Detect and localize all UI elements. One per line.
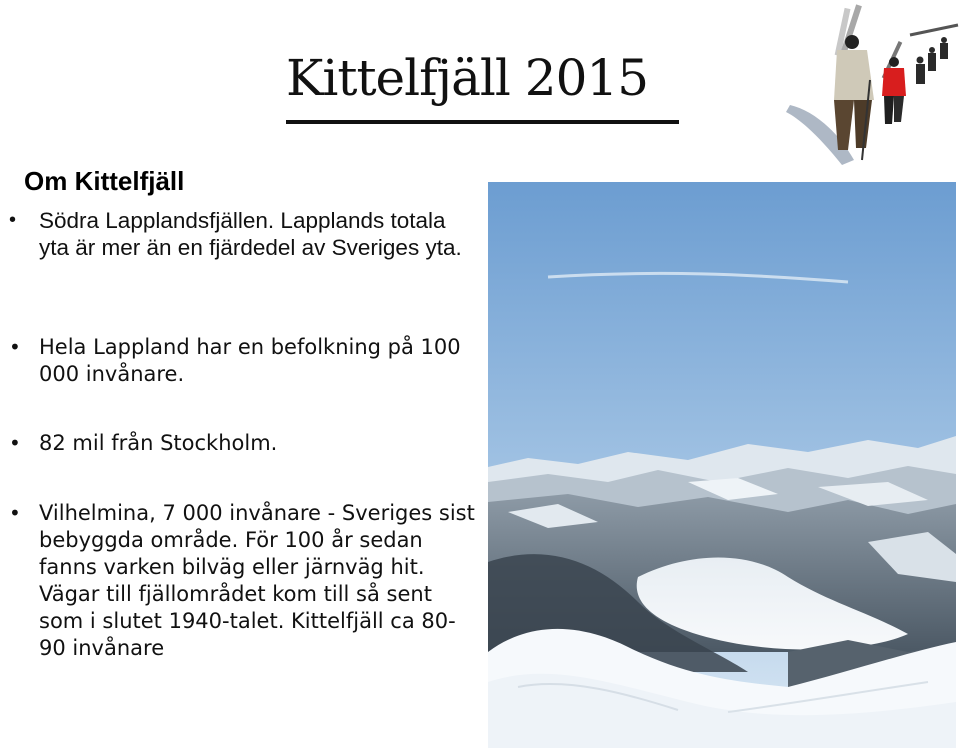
bullet-item: • 82 mil från Stockholm. — [39, 430, 479, 457]
bullet-item: • Vilhelmina, 7 000 invånare - Sveriges sist bebyggda område. För 100 år sedan fanns varken bilväg eller järnväg hit. Vägar till fjällområdet kom till så sent som i slutet 1940-talet. Kittelfjäll ca 80-90 invånare — [39, 500, 479, 662]
slide-title: Kittelfjäll 2015 — [286, 49, 649, 107]
title-underline — [286, 120, 679, 124]
skiers-walking-with-skis-photo — [782, 0, 960, 170]
snowy-mountain-landscape-photo — [488, 182, 956, 748]
bullet-item: • Hela Lappland har en befolkning på 100 000 invånare. — [39, 334, 479, 388]
bullet-item: • Södra Lapplandsfjällen. Lapplands totala yta är mer än en fjärdedel av Sveriges yta. — [39, 207, 479, 261]
section-heading: Om Kittelfjäll — [24, 166, 185, 196]
